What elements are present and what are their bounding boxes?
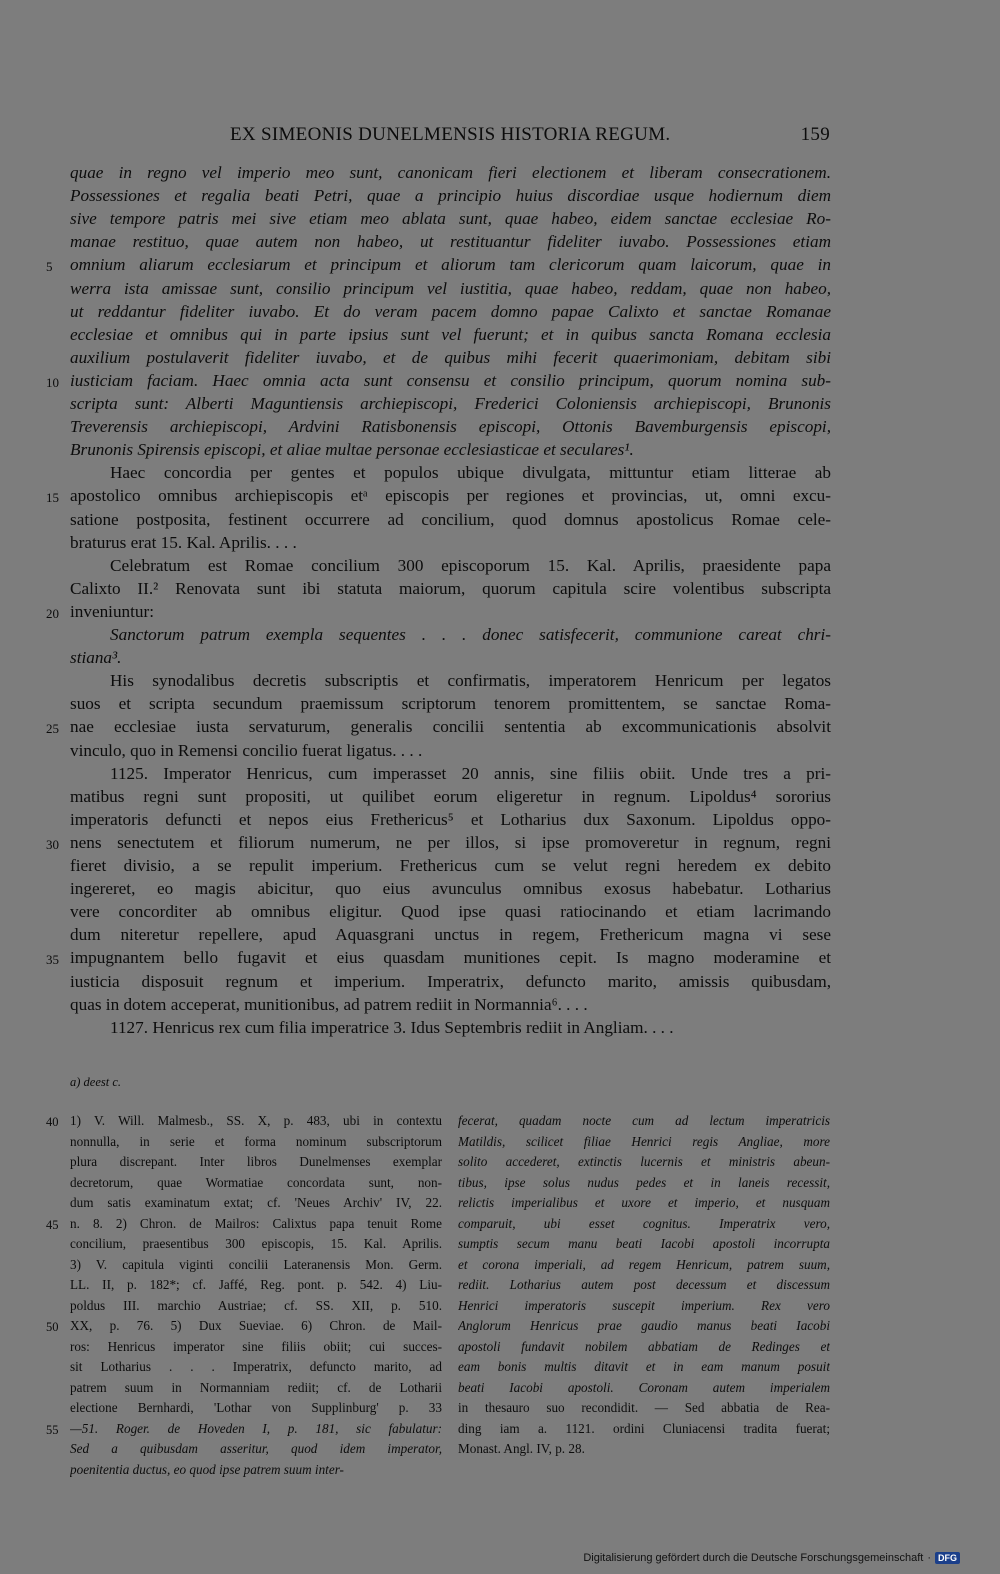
line-number: 5: [46, 259, 53, 275]
text-line: scripta sunt: Alberti Maguntiensis archiepiscopi, Frederici Coloniensis archiepiscopi, Brunonis: [70, 394, 831, 413]
text-line: matibus regni sunt propositi, ut quilibet eorum eligeretur in regnum. Lipoldus⁴ sororius: [70, 786, 831, 806]
text-line: auxilium postulaverit fideliter iuvabo, et de quibus mihi fecerit quaerimoniam, debitam sibi: [70, 347, 831, 367]
text-line: satione postposita, festinent occurrere ad concilium, quod domnus apostolicus Romae cele-: [70, 509, 831, 529]
text-line: stiana³.: [70, 648, 122, 668]
credit-text: Digitalisierung gefördert durch die Deutsche Forschungsgemeinschaft: [583, 1552, 924, 1564]
footnote-line: et corona imperiali, ad regem Henricum, patrem suum,: [458, 1256, 830, 1272]
footnote-line: concilium, praesentibus 300 episcopis, 15. Kal. Aprilis.: [70, 1236, 442, 1251]
footnote-line: nonnulla, in serie et forma nominum subscriptorum: [70, 1133, 442, 1149]
footnote-line: poldus III. marchio Austriae; cf. SS. XII, p. 510.: [70, 1297, 442, 1313]
text-line: braturus erat 15. Kal. Aprilis. . . .: [70, 532, 297, 552]
footnote-line: eam bonis multis ditavit et in eam manum posuit: [458, 1359, 830, 1374]
footnote-line: relictis imperialibus et uxore et imperio, et nusquam: [458, 1195, 830, 1210]
footnote-line: electione Bernhardi, 'Lothar von Supplinburg' p. 33: [70, 1400, 442, 1415]
text-line: impugnantem bello fugavit et eius quasdam munitiones cepit. Is magno moderamine et: [70, 948, 831, 968]
footnote-line: Monast. Angl. IV, p. 28.: [458, 1441, 585, 1456]
line-number: 20: [46, 605, 59, 621]
footnote-line: 3) V. capitula viginti concilii Lateranensis Mon. Germ.: [70, 1256, 442, 1272]
line-number: 30: [46, 836, 59, 852]
text-line: ingereret, eo magis abicitur, quo eius avunculus omnibus exosus habebatur. Lotharius: [70, 879, 831, 899]
text-line: Treverensis archiepiscopi, Ardvini Ratisbonensis episcopi, Ottonis Bavemburgensis episcopi,: [70, 417, 831, 437]
footnote-line: rediit. Lotharius autem post decessum et discessum: [458, 1277, 830, 1292]
text-line: Celebratum est Romae concilium 300 episcoporum 15. Kal. Aprilis, praesidente papa: [110, 555, 831, 575]
line-number: 40: [46, 1115, 59, 1129]
text-line: iusticia disposuit regnum et imperium. Imperatrix, defuncto marito, amissis quibusdam,: [70, 971, 831, 991]
text-line: sive tempore patris mei sive etiam meo ablata sunt, quae habeo, eidem sanctae ecclesiae Ro-: [70, 209, 831, 229]
footnote-line: Sed a quibusdam asseritur, quod idem imperator,: [70, 1441, 442, 1456]
line-number: 15: [46, 490, 59, 506]
footnote-line: 1) V. Will. Malmesb., SS. X, p. 483, ubi in contextu: [70, 1113, 442, 1128]
footnote-line: decretorum, quae Wormatiae concordata sunt, non-: [70, 1174, 442, 1190]
line-number: 10: [46, 374, 59, 390]
footnote-line: comparuit, ubi esset cognitus. Imperatrix vero,: [458, 1215, 830, 1231]
footnote-line: ding iam a. 1121. ordini Cluniacensi tradita fuerat;: [458, 1420, 830, 1436]
text-line: apostolico omnibus archiepiscopis etᵃ episcopis per regiones et provincias, ut, omni excu-: [70, 486, 831, 506]
footnote-line: ros: Henricus imperator sine filiis obiit; cui succes-: [70, 1338, 442, 1354]
text-line: werra ista amissae sunt, consilio principum vel iustitia, quae habeo, reddam, quae non habeo,: [70, 278, 831, 298]
line-number: 45: [46, 1217, 59, 1232]
page-header: [70, 124, 830, 148]
footnote-line: LL. II, p. 182*; cf. Jaffé, Reg. pont. p. 542. 4) Liu-: [70, 1277, 442, 1292]
text-line: ut reddantur fideliter iuvabo. Et do veram pacem domno papae Calixto et sanctae Romanae: [70, 301, 831, 321]
text-line: vinculo, quo in Remensi concilio fuerat ligatus. . . .: [70, 740, 423, 760]
text-line: nens senectutem et filiorum numerum, ne per illos, si ipse promoveretur in regnum, regni: [70, 832, 831, 852]
text-line: Sanctorum patrum exempla sequentes . . . donec satisfecerit, communione careat chri-: [110, 625, 831, 644]
text-line: dum niteretur repellere, apud Aquasgrani unctus in regem, Frethericum magna vi sese: [70, 925, 831, 945]
footnote-line: Anglorum Henricus prae gaudio manus beati Iacobi: [458, 1318, 830, 1333]
text-line: 1125. Imperator Henricus, cum imperasset 20 annis, sine filiis obiit. Unde tres a pri-: [110, 763, 831, 783]
text-line: quas in dotem acceperat, munitionibus, ad patrem rediit in Normannia⁶. . . .: [70, 994, 588, 1014]
text-line: Possessiones et regalia beati Petri, quae a principio huius discordiae usque hodiernum diem: [70, 186, 831, 206]
text-line: inveniuntur:: [70, 601, 155, 621]
footnote-line: Henrici imperatoris suscepit imperium. Rex vero: [458, 1297, 830, 1313]
footnote-line: dum satis examinatum extat; cf. 'Neues Archiv' IV, 22.: [70, 1195, 442, 1210]
line-number: 50: [46, 1320, 59, 1334]
footnote-line: poenitentia ductus, eo quod ipse patrem suum inter-: [70, 1461, 344, 1477]
footnote-line: sit Lotharius . . . Imperatrix, defuncto marito, ad: [70, 1359, 442, 1374]
text-line: manae restituo, quae autem non habeo, ut restituantur fideliter iuvabo. Possessiones etiam: [70, 232, 831, 252]
text-line: His synodalibus decretis subscriptis et confirmatis, imperatorem Henricum per legatos: [110, 671, 831, 691]
page-number: 159: [800, 124, 830, 145]
footnote-line: n. 8. 2) Chron. de Mailros: Calixtus papa tenuit Rome: [70, 1215, 442, 1231]
running-title: EX SIMEONIS DUNELMENSIS HISTORIA REGUM.: [230, 124, 671, 145]
line-number: 25: [46, 721, 59, 737]
text-line: ecclesiae et omnibus qui in parte ipsius sunt vel fuerunt; et in quibus sancta Romana ecclesia: [70, 324, 831, 344]
text-line: iusticiam faciam. Haec omnia acta sunt consensu et consilio principum, quorum nomina sub-: [70, 370, 831, 390]
line-number: 55: [46, 1422, 59, 1437]
footnote-line: beati Iacobi apostoli. Coronam autem imperialem: [458, 1379, 830, 1395]
text-line: Calixto II.² Renovata sunt ibi statuta maiorum, quorum capitula scire volentibus subscripta: [70, 578, 831, 598]
line-number: 35: [46, 952, 59, 968]
footnote-line: tibus, ipse solus nudus pedes et in laneis recessit,: [458, 1174, 830, 1190]
footnote-line: —51. Roger. de Hoveden I, p. 181, sic fabulatur:: [70, 1420, 442, 1436]
text-line: suos et scripta secundum praemissum scriptorum tenorem promittentem, se sanctae Roma-: [70, 694, 831, 714]
footnote-line: apostoli fundavit nobilem abbatiam de Redinges et: [458, 1338, 830, 1354]
text-line: 1127. Henricus rex cum filia imperatrice 3. Idus Septembris rediit in Angliam. . . .: [110, 1017, 674, 1037]
text-line: vere concorditer ab omnibus eligitur. Quod ipse quasi ratiocinando et etiam lacrimando: [70, 902, 831, 922]
footnote-line: sumptis secum manu beati Iacobi apostoli incorrupta: [458, 1236, 830, 1251]
text-line: Brunonis Spirensis episcopi, et aliae multae personae ecclesiasticae et seculares¹.: [70, 440, 634, 460]
footnote-line: Matildis, scilicet filiae Henrici regis Angliae, more: [458, 1133, 830, 1149]
footnote-line: XX, p. 76. 5) Dux Sueviae. 6) Chron. de Mail-: [70, 1318, 442, 1333]
text-line: Haec concordia per gentes et populos ubique divulgata, mittuntur etiam litterae ab: [110, 463, 831, 483]
text-line: quae in regno vel imperio meo sunt, canonicam fieri electionem et liberam consecrationem.: [70, 163, 831, 182]
text-line: omnium aliarum ecclesiarum et principum et aliorum tam clericorum quam laicorum, quae in: [70, 255, 831, 275]
digitization-credit: Digitalisierung gefördert durch die Deutsche Forschungsgemeinschaft · DFG: [583, 1550, 960, 1566]
critical-apparatus: a) deest c.: [70, 1075, 122, 1089]
footnote-line: fecerat, quadam nocte cum ad lectum imperatricis: [458, 1113, 830, 1128]
footnote-line: plura discrepant. Inter libros Dunelmenses exemplar: [70, 1154, 442, 1169]
dfg-logo-icon: DFG: [935, 1552, 960, 1564]
footnote-line: patrem suum in Normanniam rediit; cf. de Lotharii: [70, 1379, 442, 1395]
text-line: fieret divisio, a se repulit imperium. Frethericus cum se velut regni heredem ex debito: [70, 856, 831, 875]
text-line: imperatoris defuncti et nepos eius Frethericus⁵ et Lotharius dux Saxonum. Lipoldus oppo-: [70, 809, 831, 829]
footnote-line: solito accederet, extinctis lucernis et ministris abeun-: [458, 1154, 830, 1169]
text-line: nae ecclesiae iusta servaturum, generalis concilii sententia ab excommunicationis absolvit: [70, 717, 831, 737]
footnote-line: in thesauro suo recondidit. — Sed abbatia de Rea-: [458, 1400, 830, 1415]
